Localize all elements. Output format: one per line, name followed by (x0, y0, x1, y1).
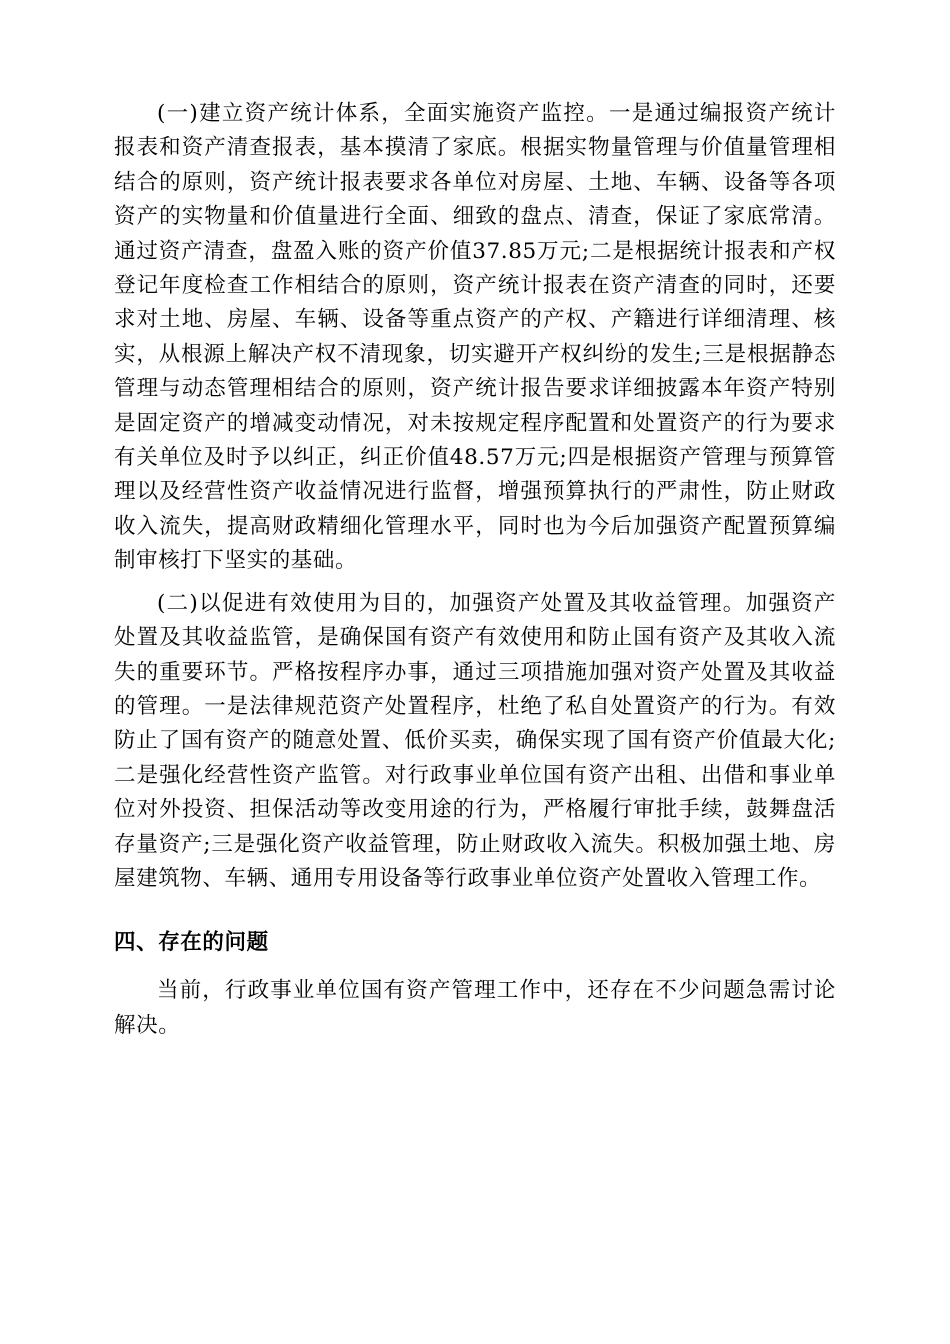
document-page (114, 97, 836, 1043)
paragraph-asset-statistics: (一)建立资产统计体系，全面实施资产监控。一是通过编报资产统计报表和资产清查报表，基本摸清了家底。根据实物量管理与价值量管理相结合的原则，资产统计报表要求各单位对房屋、土地、车辆、设备等各项资产的实物量和价值量进行全面、细致的盘点、清查，保证了家底常清。通过资产清查，盘盈入账的资产价值37.85万元;二是根据统计报表和产权登记年度检查工作相结合的原则，资产统计报表在资产清查的同时，还要求对土地、房屋、车辆、设备等重点资产的产权、产籍进行详细清理、核实，从根源上解决产权不清现象，切实避开产权纠纷的发生;三是根据静态管理与动态管理相结合的原则，资产统计报告要求详细披露本年资产特别是固定资产的增减变动情况，对未按规定程序配置和处置资产的行为要求有关单位及时予以纠正，纠正价值48.57万元;四是根据资产管理与预算管理以及经营性资产收益情况进行监督，增强预算执行的严肃性，防止财政收入流失，提高财政精细化管理水平，同时也为今后加强资产配置预算编制审核打下坚实的基础。 (114, 101, 836, 574)
paragraph-asset-disposal: (二)以促进有效使用为目的，加强资产处置及其收益管理。加强资产处置及其收益监管，是确保国有资产有效使用和防止国有资产及其收入流失的重要环节。严格按程序办事，通过三项措施加强对资产处置及其收益的管理。一是法律规范资产处置程序，杜绝了私自处置资产的行为。有效防止了国有资产的随意处置、低价买卖，确保实现了国有资产价值最大化;二是强化经营性资产监管。对行政事业单位国有资产出租、出借和事业单位对外投资、担保活动等改变用途的行为，严格履行审批手续，鼓舞盘活存量资产;三是强化资产收益管理，防止财政收入流失。积极加强土地、房屋建筑物、车辆、通用专用设备等行政事业单位资产处置收入管理工作。 (114, 590, 836, 891)
section-heading-problems: 四、存在的问题 (114, 930, 269, 956)
paragraph-current-problems: 当前，行政事业单位国有资产管理工作中，还存在不少问题急需讨论解决。 (114, 978, 836, 1038)
